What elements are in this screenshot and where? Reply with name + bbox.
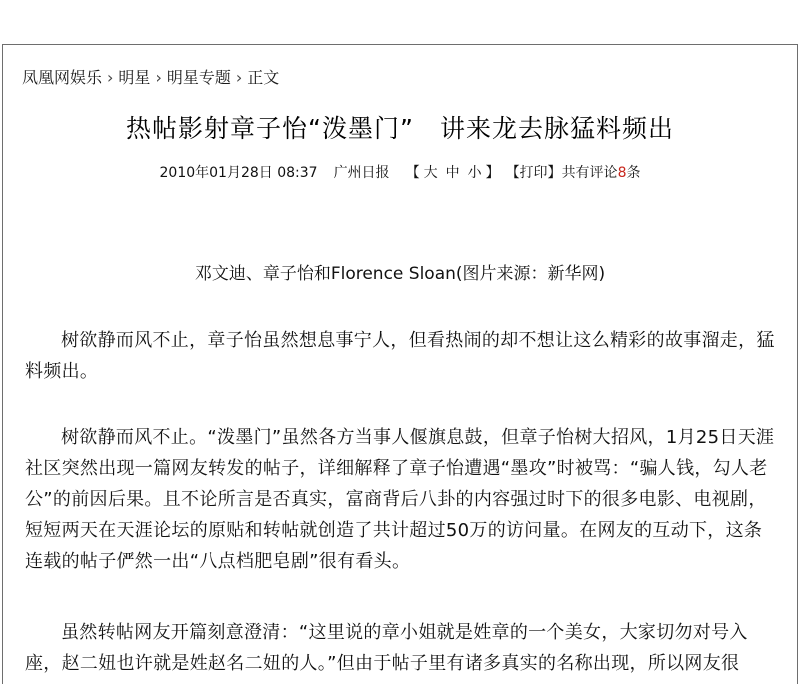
top-whitespace — [0, 0, 800, 44]
breadcrumb — [22, 66, 279, 90]
print-button[interactable]: 【打印】 — [505, 165, 562, 181]
article-paragraph: 虽然转帖网友开篇刻意澄清：“这里说的章小姐就是姓章的一个美女，大家切勿对号入座，赵二妞也许就是姓赵名二妞的人。”但由于帖子里有诸多真实的名称出现，所以网友很 — [25, 622, 748, 674]
font-size-medium-button[interactable]: 中 — [445, 165, 460, 181]
breadcrumb-current: 正文 — [247, 68, 280, 87]
article-title: 热帖影射章子怡“泼墨门” 讲来龙去脉猛料频出 — [126, 114, 674, 143]
article-source: 广州日报 — [333, 165, 390, 181]
breadcrumb-separator: › — [107, 68, 114, 87]
font-size-large-button[interactable]: 大 — [423, 165, 438, 181]
font-size-small-button[interactable]: 小 — [467, 165, 482, 181]
article-paragraph: 树欲静而风不止，章子怡虽然想息事宁人，但看热闹的却不想让这么精彩的故事溜走，猛料频出。 — [25, 330, 775, 382]
comment-suffix: 条 — [626, 165, 641, 181]
article-paragraph: 树欲静而风不止。“泼墨门”虽然各方当事人偃旗息鼓，但章子怡树大招风，1月25日天涯社区突然出现一篇网友转发的帖子，详细解释了章子怡遭遇“墨攻”时被骂：“骗人钱，勾人老公”的前因后果。且不论所言是否真实，富商背后八卦的内容强过时下的很多电影、电视剧，短短两天在天涯论坛的原贴和转帖就创造了共计超过50万的访问量。在网友的互动下，这条连载的帖子俨然一出“八点档肥皂剧”很有看头。 — [25, 427, 775, 572]
breadcrumb-separator: › — [155, 68, 162, 87]
image-caption: 邓文迪、章子怡和Florence Sloan(图片来源：新华网) — [194, 264, 606, 284]
font-size-bracket-close: 】 — [485, 165, 500, 181]
font-size-bracket-open: 【 — [405, 165, 420, 181]
article-meta — [0, 161, 800, 185]
comment-count-link[interactable]: 8 — [617, 165, 627, 181]
breadcrumb-link-ifeng-ent[interactable]: 凤凰网娱乐 — [22, 68, 103, 87]
breadcrumb-link-stars[interactable]: 明星 — [118, 68, 151, 87]
publish-datetime: 2010年01月28日 08:37 — [159, 165, 318, 181]
comment-prefix: 共有评论 — [561, 165, 618, 181]
breadcrumb-separator: › — [235, 68, 243, 87]
breadcrumb-link-star-topics[interactable]: 明星专题 — [166, 68, 231, 87]
